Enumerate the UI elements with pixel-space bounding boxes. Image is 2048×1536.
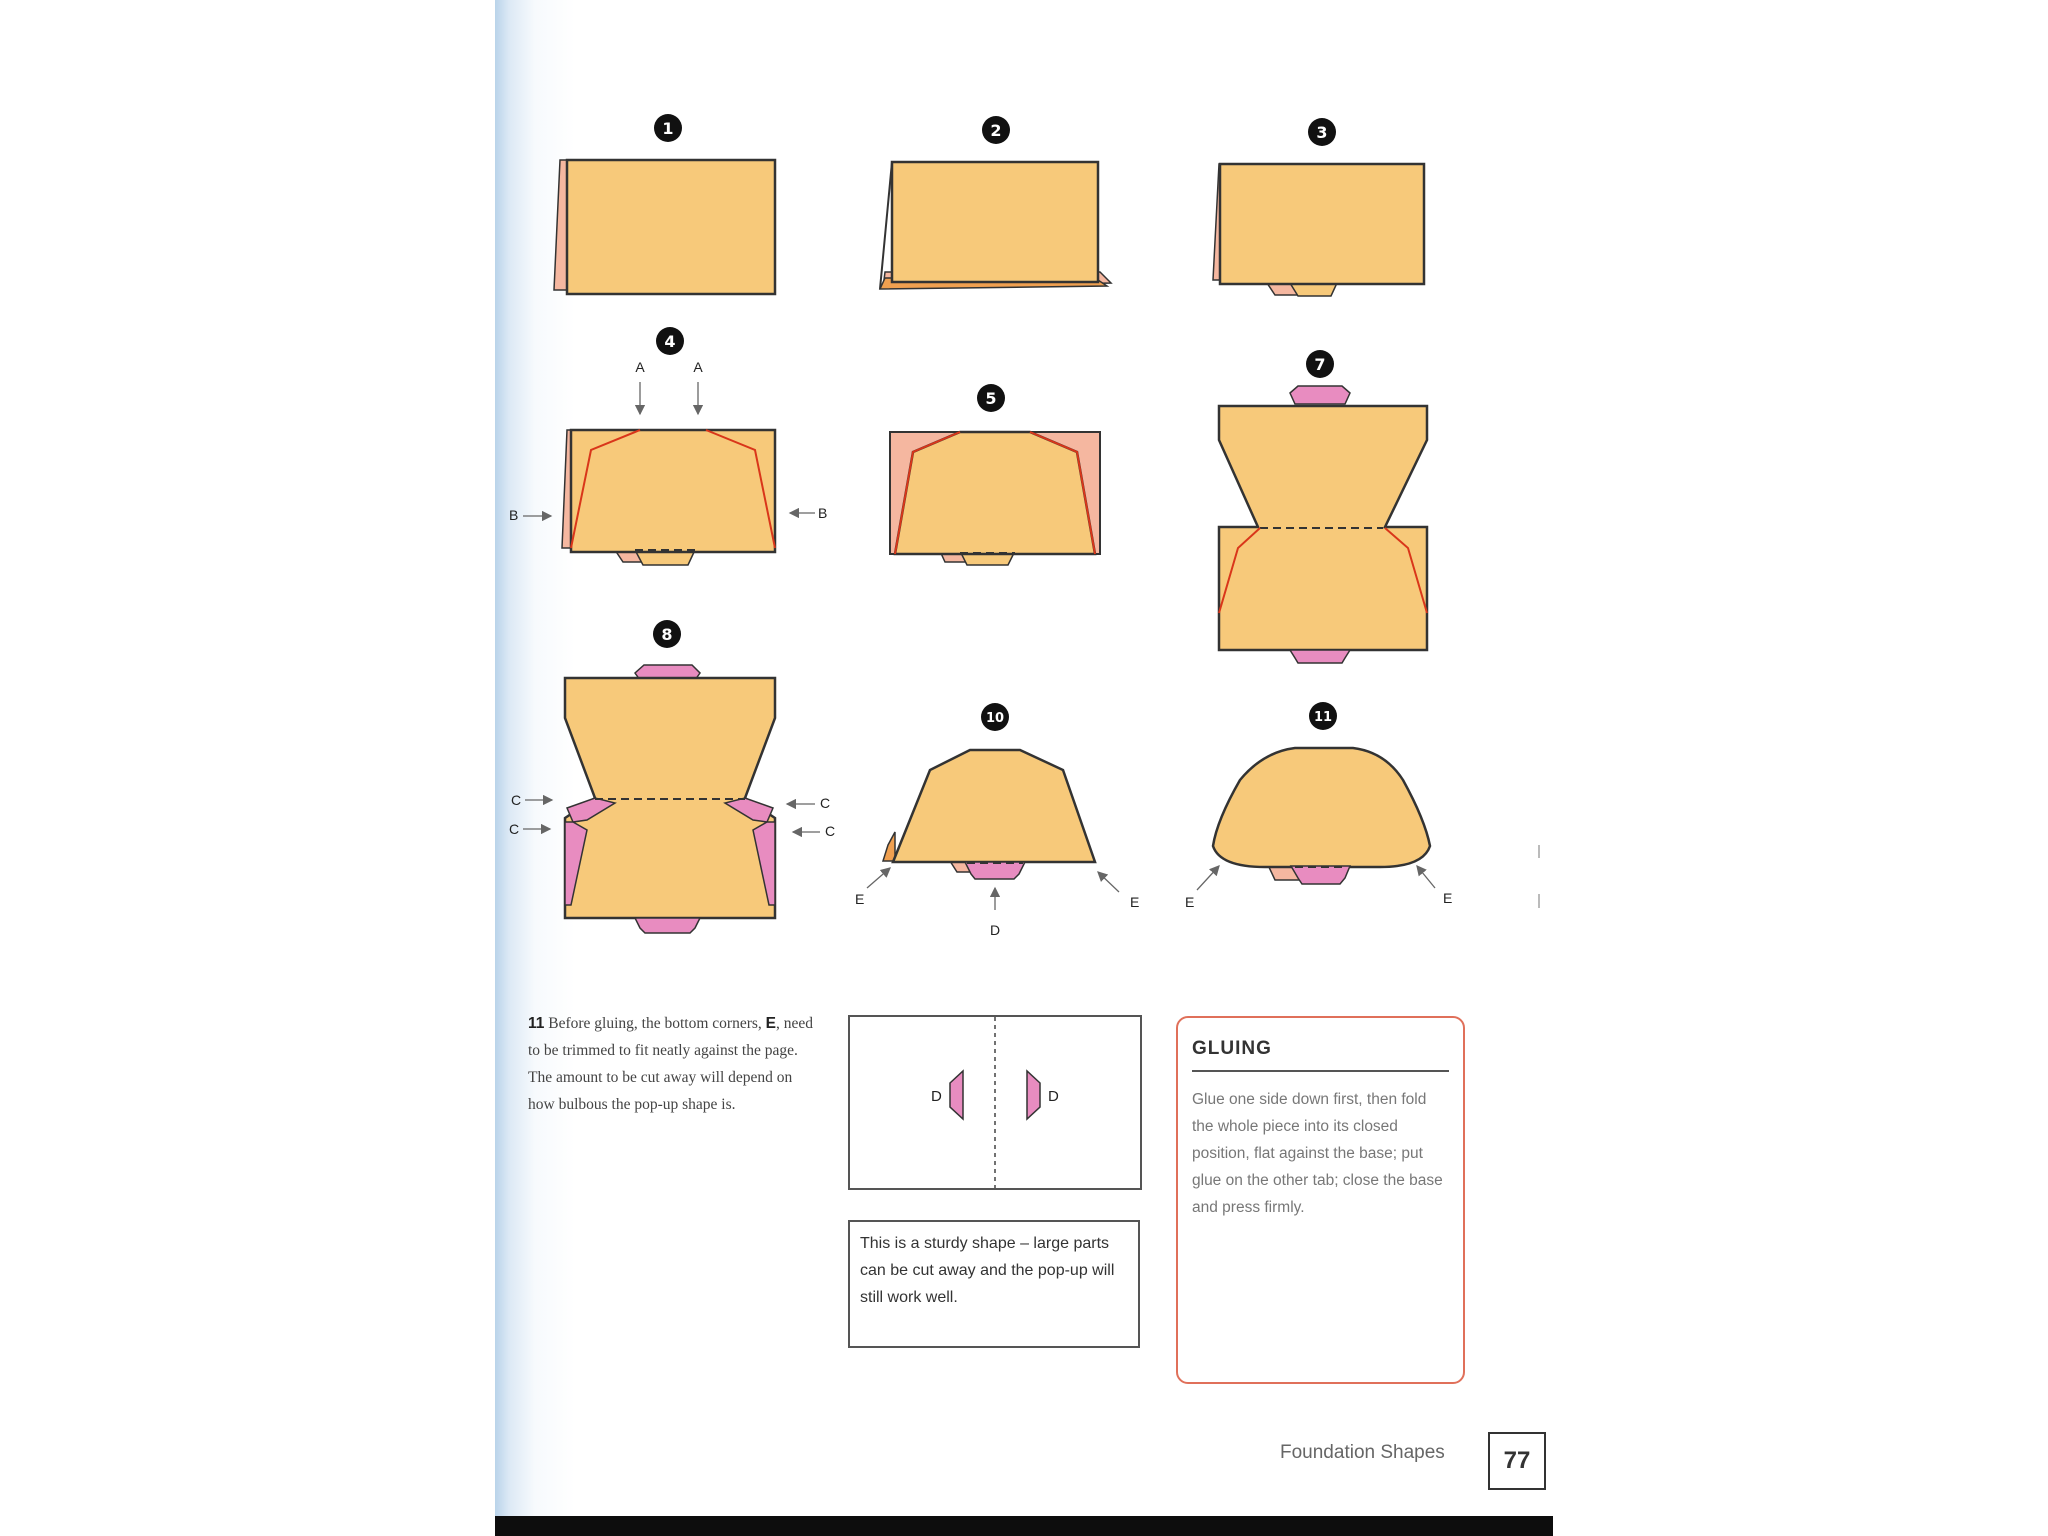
svg-text:3: 3 xyxy=(1316,123,1328,142)
step-4-card xyxy=(562,430,775,565)
tab-diagram xyxy=(848,1015,1144,1191)
svg-text:B: B xyxy=(818,505,828,521)
step-badge-11 xyxy=(1309,702,1337,730)
svg-text:E: E xyxy=(1443,890,1453,906)
instruction-text-after: , need to be trimmed to fit neatly against the page. The amount to be cut away will depend on how bulbous the pop-up shape is. xyxy=(528,1015,814,1113)
step-7-card xyxy=(1219,386,1427,663)
folding-diagram xyxy=(495,0,1553,1010)
book-page xyxy=(495,0,1553,1516)
step-badge-7 xyxy=(1306,350,1334,378)
instructions-text xyxy=(528,1010,818,1118)
svg-text:11: 11 xyxy=(1313,710,1333,725)
svg-text:1: 1 xyxy=(662,119,674,138)
instruction-highlight: E xyxy=(765,1015,776,1032)
step-badge-8 xyxy=(653,620,681,648)
svg-text:C: C xyxy=(825,823,836,839)
note-box xyxy=(848,1220,1140,1348)
svg-text:D: D xyxy=(1048,1088,1059,1105)
svg-text:C: C xyxy=(820,795,831,811)
svg-text:D: D xyxy=(989,922,1001,938)
scan-bottom-edge xyxy=(495,1516,1553,1536)
svg-text:8: 8 xyxy=(661,625,673,644)
svg-text:A: A xyxy=(693,359,703,375)
svg-text:7: 7 xyxy=(1314,355,1326,374)
gluing-title: GLUING xyxy=(1192,1038,1449,1072)
step-badge-3 xyxy=(1308,118,1336,146)
step-1-card xyxy=(554,160,775,294)
svg-text:10: 10 xyxy=(985,711,1005,726)
svg-text:E: E xyxy=(1185,894,1195,910)
svg-text:A: A xyxy=(635,359,645,375)
svg-text:C: C xyxy=(509,821,520,837)
page-number: 77 xyxy=(1488,1432,1546,1490)
step-badge-1 xyxy=(654,114,682,142)
step-10-card xyxy=(883,750,1095,879)
svg-text:E: E xyxy=(1130,894,1140,910)
step-5-card xyxy=(890,432,1100,565)
svg-text:2: 2 xyxy=(990,121,1002,140)
gluing-sidebar xyxy=(1176,1016,1465,1384)
step-11-card xyxy=(1213,748,1430,884)
step-2-card xyxy=(880,162,1111,289)
svg-text:5: 5 xyxy=(985,389,997,408)
step-badge-5 xyxy=(977,384,1005,412)
instruction-text-before: Before gluing, the bottom corners, xyxy=(548,1015,762,1032)
instruction-number: 11 xyxy=(528,1015,545,1032)
step-badge-10 xyxy=(981,703,1009,731)
step-3-card xyxy=(1213,164,1424,296)
step-8-card xyxy=(565,665,775,933)
svg-text:D: D xyxy=(931,1088,942,1105)
step-badge-4 xyxy=(656,327,684,355)
svg-text:C: C xyxy=(511,792,522,808)
step-badge-2 xyxy=(982,116,1010,144)
svg-text:4: 4 xyxy=(664,332,676,351)
footer-section-label: Foundation Shapes xyxy=(1280,1442,1445,1463)
svg-text:E: E xyxy=(855,891,865,907)
gluing-body: Glue one side down first, then fold the whole piece into its closed position, flat against the base; put glue on the other tab; close the base and press firmly. xyxy=(1192,1091,1443,1216)
svg-text:B: B xyxy=(509,507,519,523)
note-text: This is a sturdy shape – large parts can be cut away and the pop-up will still work well. xyxy=(860,1235,1115,1306)
